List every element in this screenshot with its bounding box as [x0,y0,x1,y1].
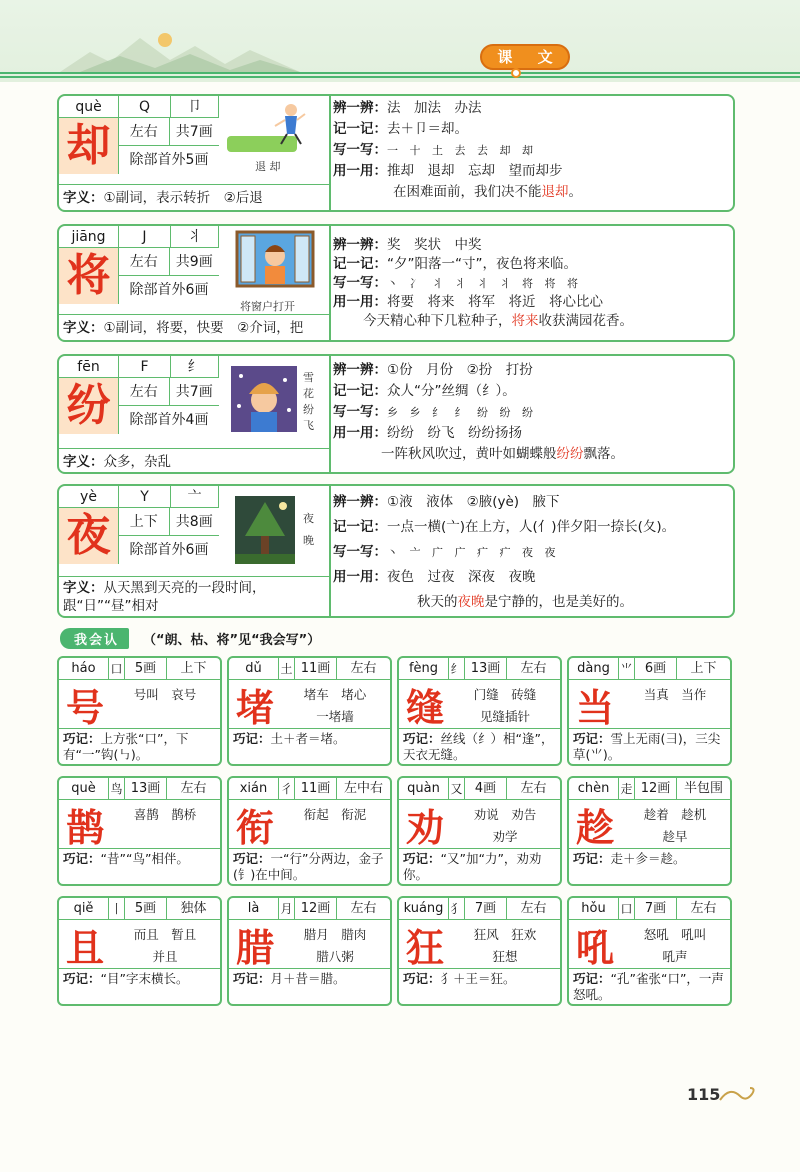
word-card-jiang: jiāng J 丬 将 左右 共9画 除部首外6画 将窗户打开 字义：①副词，将要，快要 ②介词，把 辨一辨：奖 奖状 中奖 记一记：“夕”阳落一“寸”，夜色将来临。 写一写：丶 冫 丬 丬 丬 丬 将 将 将 用一用：将要 将来 将军 将近 将心比心 今天精心种下几粒种子，将来收获满园花香。 [57,224,735,342]
stroke-count: 6画 [635,658,677,679]
stroke-count: 共8画 [175,514,213,530]
recognize-character: 吼 [575,925,614,970]
structure: 左右 [350,661,377,676]
recognize-character: 当 [575,685,614,730]
structure: 左右 [180,781,207,796]
strokes-excluding-radical: 除部首外6画 [129,282,209,298]
memory-tip: 巧记：犭＋王＝狂。 [399,968,560,1004]
stroke-count: 13画 [465,658,507,679]
index-letter: F [119,356,171,378]
recognize-character: 堵 [235,685,274,730]
structure: 半包围 [683,781,723,796]
pinyin: què [59,96,119,118]
example-words: 号叫 哀号 [133,687,197,702]
radical: 口 [619,898,635,919]
recognize-card-là [227,896,392,1006]
recognize-character: 且 [65,925,104,970]
example-words: 腊月 腊肉 腊八粥 [303,927,367,964]
stroke-count: 11画 [295,658,337,679]
index-letter: Q [119,96,171,118]
recognize-heading [60,628,320,648]
example-words: 怒吼 吼叫 吼声 [643,927,707,964]
memory-tip: 巧记：“孔”雀张“口”，一声怒吼。 [569,968,730,1004]
pinyin: dǔ [229,658,279,679]
tip-label: 巧记： [63,731,101,746]
recognize-card-dǔ [227,656,392,766]
radical: 丬 [171,226,219,248]
example-words: 喜鹊 鹊桥 [133,807,197,822]
tab-dot-icon [511,68,521,78]
header-rule [0,72,800,78]
pinyin: quàn [399,778,449,799]
stroke-count: 5画 [125,898,167,919]
radical: 亠 [171,486,219,508]
memory-tip: 巧记：土＋者＝堵。 [229,728,390,764]
structure: 上下 [119,508,170,535]
stroke-count: 7画 [465,898,507,919]
structure: 左右 [520,661,547,676]
radical: 月 [279,898,295,919]
recognize-character: 狂 [405,925,444,970]
example-words: 趁着 趁机 趁早 [643,807,707,844]
swirl-decoration-icon [718,1084,758,1106]
meaning-row: 字义：从天黑到天亮的一段时间，跟“日”“昼”相对 [59,576,331,616]
recognize-card-chèn [567,776,732,886]
stroke-count: 5画 [125,658,167,679]
example-words: 当真 当作 [643,687,707,702]
pinyin: háo [59,658,109,679]
recognize-character: 缝 [405,685,444,730]
example-words: 门缝 砖缝 见缝插针 [473,687,537,724]
tip-label: 巧记： [403,851,441,866]
pinyin: fēn [59,356,119,378]
word-card-fen: fēn F 纟 纷 左右 共7画 除部首外4画 雪花纷飞 字义：众多，杂乱 辨一辨：①份 月份 ②扮 打扮 记一记：众人“分”丝绸（纟）。 写一写：乡 乡 纟 纟 纷 纷 纷 用一用：纷纷 纷飞 纷纷扬扬 一阵秋风吹过，黄叶如蝴蝶般纷纷飘落。 [57,354,735,474]
pinyin: xián [229,778,279,799]
main-character: 却 [59,118,119,174]
stroke-count: 12画 [295,898,337,919]
recognize-card-háo [57,656,222,766]
window-illustration [235,230,315,288]
tip-label: 巧记： [63,971,101,986]
radical: 纟 [449,658,465,679]
radical: 走 [619,778,635,799]
radical: 纟 [171,356,219,378]
stroke-count: 12画 [635,778,677,799]
meaning-row: 字义：①副词，将要，快要 ②介词，把 [59,314,331,340]
recognize-card-hǒu [567,896,732,1006]
pinyin: què [59,778,109,799]
pinyin: dàng [569,658,619,679]
recognize-card-qiě [57,896,222,1006]
structure: 上下 [690,661,717,676]
tip-label: 巧记： [573,851,611,866]
recognize-character: 腊 [235,925,274,970]
radical: ⺌ [619,658,635,679]
main-character: 夜 [59,508,119,564]
stroke-count: 共7画 [175,124,213,140]
tip-label: 巧记： [233,851,271,866]
radical: 犭 [449,898,465,919]
example-sentence: 一阵秋风吹过，黄叶如蝴蝶般纷纷飘落。 [381,446,624,462]
pinyin: kuáng [399,898,449,919]
example-words: 堵车 堵心 一堵墙 [303,687,367,724]
picture-caption: 将窗户打开 [240,300,295,313]
structure: 左右 [119,378,170,405]
recognize-character: 鹊 [65,805,104,850]
recognize-card-xián [227,776,392,886]
meaning-row: 字义：众多，杂乱 [59,448,331,472]
memory-tip: 巧记：“又”加“力”，劝劝你。 [399,848,560,884]
main-character: 纷 [59,378,119,434]
strokes-excluding-radical: 除部首外6画 [129,542,209,558]
example-words: 狂风 狂欢 狂想 [473,927,537,964]
tip-label: 巧记： [233,731,271,746]
picture-caption: 夜晚 [303,512,314,547]
page-number: 115 [687,1085,721,1104]
recognize-character: 劝 [405,805,444,850]
tip-label: 巧记： [403,731,441,746]
memory-tip: 巧记：雪上无雨(彐)，三尖草(⺌)。 [569,728,730,764]
radical: 鸟 [109,778,125,799]
structure: 独体 [180,901,207,916]
word-card-que [57,94,735,212]
tip-label: 巧记： [573,971,611,986]
strokes-excluding-radical: 除部首外4画 [129,412,209,428]
radical: 口 [109,658,125,679]
pinyin: hǒu [569,898,619,919]
memory-tip: 巧记：月＋昔＝腊。 [229,968,390,1004]
memory-tip: 巧记：“目”字末横长。 [59,968,220,1004]
pinyin: chèn [569,778,619,799]
pinyin: yè [59,486,119,508]
recognize-note: （“朗、枯、将”见“我会写”） [143,632,321,648]
structure: 左右 [520,781,547,796]
structure: 左右 [119,248,170,275]
radical: 彳 [279,778,295,799]
recognize-card-fèng [397,656,562,766]
picture-caption: 雪花纷飞 [303,371,314,432]
radical: 土 [279,658,295,679]
example-sentence: 秋天的夜晚是宁静的，也是美好的。 [417,594,633,610]
tip-label: 巧记： [63,851,101,866]
example-sentence: 在困难面前，我们决不能退却。 [393,184,582,200]
stroke-count: 4画 [465,778,507,799]
recognize-card-què [57,776,222,886]
radical: 卩 [171,96,219,118]
structure: 左右 [350,901,377,916]
recognize-card-kuáng [397,896,562,1006]
example-words: 衔起 衔泥 [303,807,367,822]
structure: 上下 [180,661,207,676]
stroke-count: 共7画 [175,384,213,400]
tip-label: 巧记： [573,731,611,746]
tip-label: 巧记： [403,971,441,986]
stroke-count: 13画 [125,778,167,799]
index-letter: J [119,226,171,248]
index-letter: Y [119,486,171,508]
memory-tip: 巧记：“昔”“鸟”相伴。 [59,848,220,884]
recognize-badge: 我会认 [60,628,129,649]
strokes-excluding-radical: 除部首外5画 [129,152,209,168]
structure: 左右 [690,901,717,916]
radical: 又 [449,778,465,799]
snowfall-illustration [231,366,297,432]
section-tab: 课 文 [480,44,570,70]
stroke-count: 共9画 [175,254,213,270]
recognize-card-dàng [567,656,732,766]
mountain-decoration-icon [60,28,300,74]
memory-tip: 巧记：上方张“口”，下有“一”钩(㇉)。 [59,728,220,764]
picture-caption: 退 却 [255,160,281,173]
recognize-character: 趁 [575,805,614,850]
structure: 左中右 [343,781,383,796]
word-card-right: 辨一辨：法 加法 办法 记一记：去＋卩＝却。 写一写：一 十 土 去 去 却 却 用一用：推却 退却 忘却 望而却步 在困难面前，我们决不能退却。 [333,98,733,203]
tip-label: 巧记： [233,971,271,986]
memory-tip: 巧记：一“行”分两边，金子(钅)在中间。 [229,848,390,884]
pinyin: fèng [399,658,449,679]
structure: 左右 [520,901,547,916]
main-character: 将 [59,248,119,304]
word-card-left [59,96,331,210]
memory-tip: 巧记：丝线（纟）相“逢”，天衣无缝。 [399,728,560,764]
night-illustration [235,496,295,564]
example-words: 而且 暂且 并且 [133,927,197,964]
meaning-row: 字义：①副词，表示转折 ②后退 [59,184,331,210]
stroke-count: 11画 [295,778,337,799]
structure: 左右 [119,118,170,145]
recognize-character: 衔 [235,805,274,850]
pinyin: là [229,898,279,919]
memory-tip: 巧记：走＋㐱＝趁。 [569,848,730,884]
pinyin: qiě [59,898,109,919]
recognize-character: 号 [65,685,104,730]
pinyin: jiāng [59,226,119,248]
recognize-card-quàn [397,776,562,886]
example-words: 劝说 劝告 劝学 [473,807,537,844]
stroke-count: 7画 [635,898,677,919]
word-card-ye: yè Y 亠 夜 上下 共8画 除部首外6画 夜晚 字义：从天黑到天亮的一段时间，跟“日”“昼”相对 辨一辨：①液 液体 ②腋(yè) 腋下 记一记：一点一横(亠)在上方，人(亻)伴夕阳一捺长(夂)。 写一写：丶 亠 广 广 疒 疒 夜 夜 用一用：夜色 过夜 深夜 夜晚 秋天的夜晚是宁静的，也是美好的。 [57,484,735,618]
radical: 丨 [109,898,125,919]
example-sentence: 今天精心种下几粒种子，将来收获满园花香。 [363,313,633,329]
